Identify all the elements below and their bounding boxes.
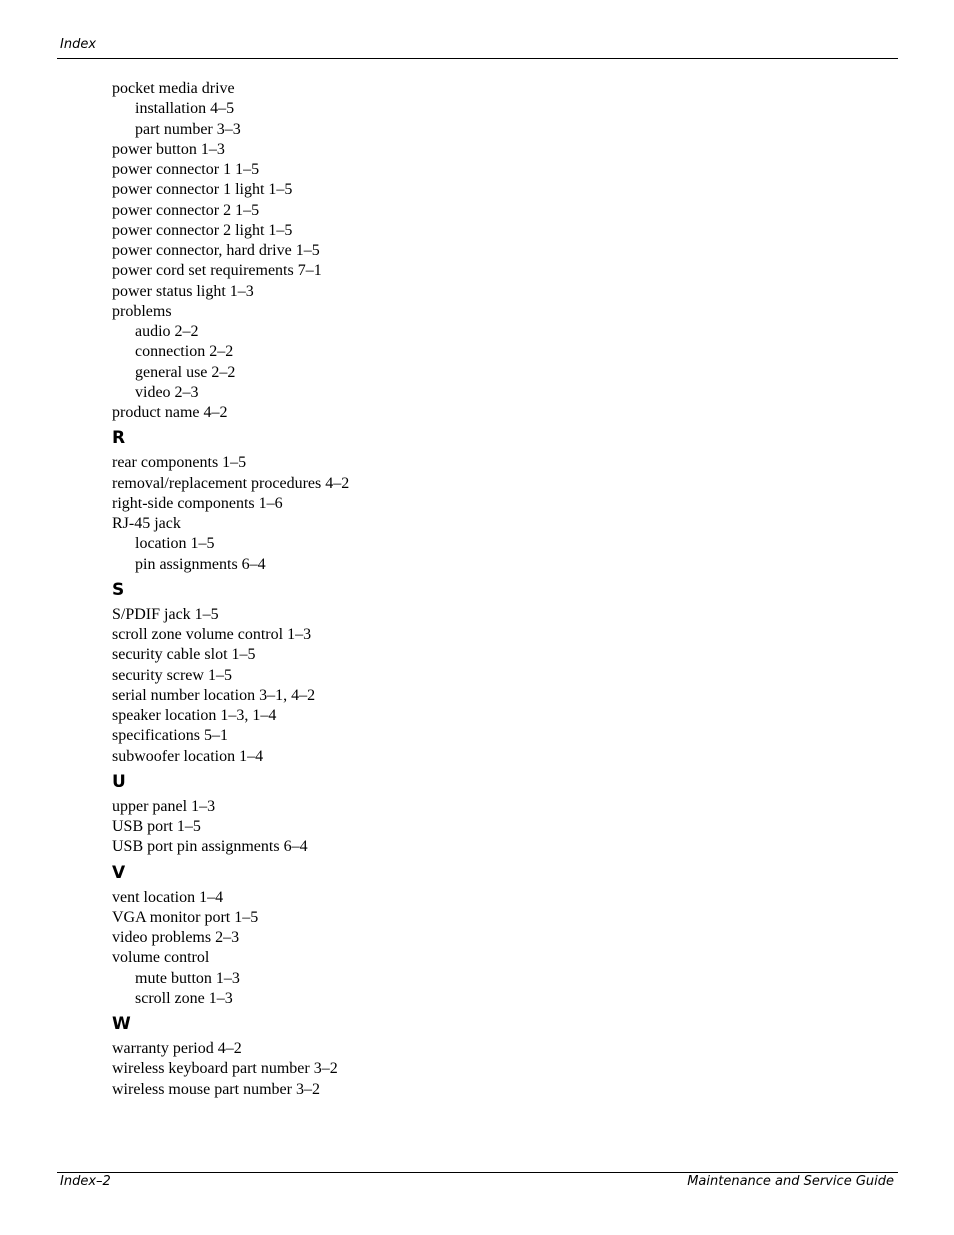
- index-entry: warranty period 4–2: [112, 1040, 242, 1057]
- section-letter: W: [112, 1014, 131, 1034]
- index-entry: speaker location 1–3, 1–4: [112, 707, 277, 724]
- index-subentry: connection 2–2: [135, 343, 234, 361]
- index-subentry: general use 2–2: [135, 363, 236, 381]
- index-entry: volume control: [112, 949, 210, 967]
- index-entry: upper panel 1–3: [112, 797, 216, 815]
- index-entry: product name 4–2: [112, 404, 228, 421]
- index-entry: pocket media drive: [112, 80, 235, 97]
- index-entry: security cable slot 1–5: [112, 646, 256, 664]
- index-entry: removal/replacement procedures 4–2: [112, 474, 350, 492]
- index-entry: security screw 1–5: [112, 666, 232, 684]
- index-subentry: location 1–5: [135, 535, 215, 553]
- index-entry: power connector 1 1–5: [112, 161, 260, 178]
- index-entry: USB port 1–5: [112, 818, 201, 835]
- index-entry: RJ-45 jack: [112, 515, 181, 532]
- index-entry: scroll zone volume control 1–3: [112, 626, 312, 643]
- document-title: Maintenance and Service Guide: [687, 1174, 894, 1189]
- index-entry: power cord set requirements 7–1: [112, 262, 322, 280]
- index-subentry: video 2–3: [135, 383, 199, 401]
- index-entry: wireless keyboard part number 3–2: [112, 1060, 338, 1078]
- index-entry: serial number location 3–1, 4–2: [112, 686, 316, 704]
- index-entry: power connector 1 light 1–5: [112, 181, 293, 199]
- index-entry: specifications 5–1: [112, 727, 228, 745]
- index-subentry: installation 4–5: [135, 100, 235, 118]
- running-head: Index: [60, 37, 97, 52]
- index-subentry: part number 3–3: [135, 120, 241, 138]
- index-entry: vent location 1–4: [112, 888, 224, 906]
- section-letter: V: [112, 862, 126, 883]
- index-entry: VGA monitor port 1–5: [112, 908, 259, 926]
- index-entry: power connector 2 light 1–5: [112, 221, 293, 239]
- section-letter: R: [112, 428, 126, 449]
- index-entry: power connector, hard drive 1–5: [112, 242, 320, 259]
- footer-rule: [57, 1172, 898, 1173]
- page-number: Index–2: [60, 1174, 111, 1189]
- section-letter: U: [112, 771, 126, 792]
- index-entry: power status light 1–3: [112, 282, 254, 300]
- header-rule: [57, 58, 898, 59]
- index-entry: problems: [112, 302, 172, 320]
- index-entry: USB port pin assignments 6–4: [112, 838, 308, 856]
- index-entry: wireless mouse part number 3–2: [112, 1080, 320, 1098]
- index-subentry: scroll zone 1–3: [135, 989, 233, 1007]
- index-entry: video problems 2–3: [112, 929, 240, 946]
- index-entry: power button 1–3: [112, 140, 225, 158]
- index-subentry: mute button 1–3: [135, 969, 240, 987]
- index-subentry: audio 2–2: [135, 323, 199, 340]
- index-subentry: pin assignments 6–4: [135, 555, 266, 573]
- index-entry: rear components 1–5: [112, 454, 247, 472]
- index-entry: subwoofer location 1–4: [112, 747, 264, 765]
- index-entry: power connector 2 1–5: [112, 201, 260, 219]
- section-letter: S: [112, 579, 125, 600]
- index-entry: S/PDIF jack 1–5: [112, 605, 219, 623]
- index-entry: right-side components 1–6: [112, 494, 283, 512]
- index-list: [112, 79, 812, 1100]
